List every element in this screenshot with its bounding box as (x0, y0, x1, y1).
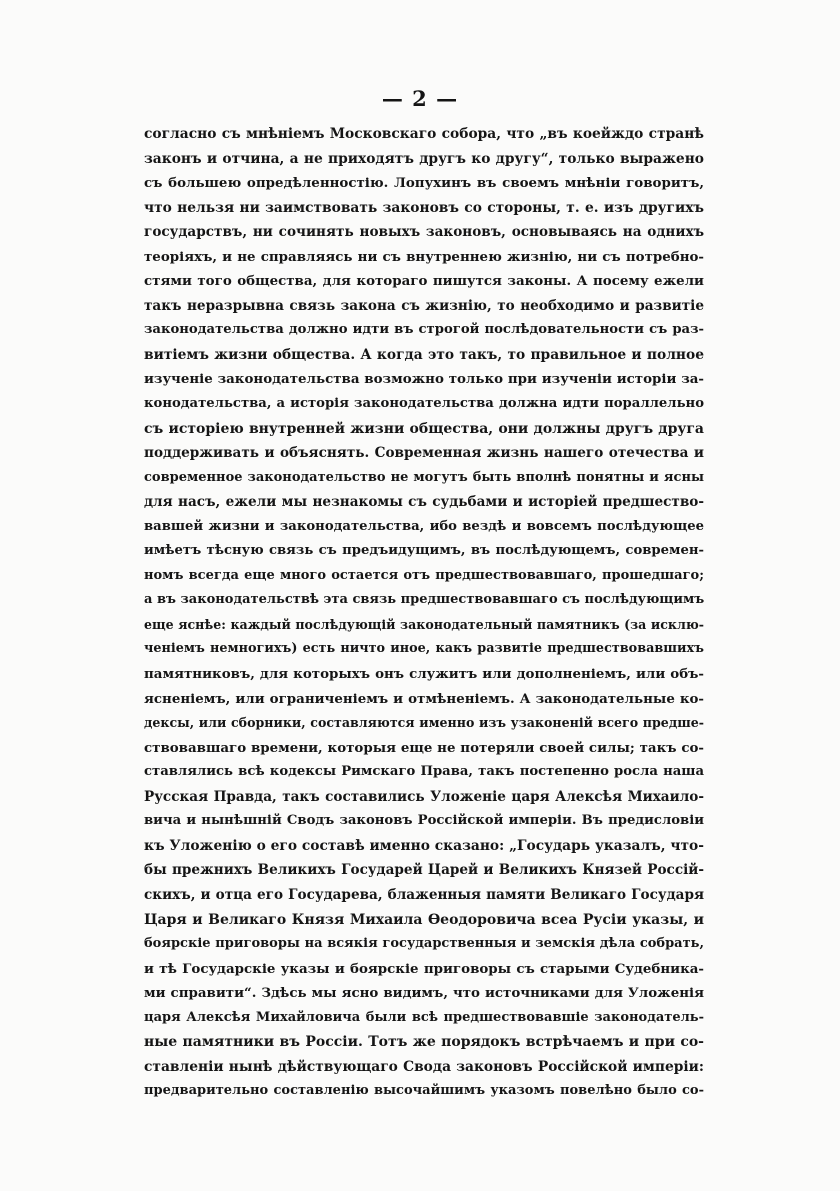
text-line: ченіемъ немногихъ) есть ничто иное, какъ развитіе предшествовавшихъ (144, 641, 704, 657)
body-text (144, 122, 704, 1104)
text-line: а въ законодательствѣ эта связь предшествовавшаго съ послѣдующимъ (144, 592, 704, 608)
text-line: изученіе законодательства возможно только при изученіи исторіи за- (144, 371, 704, 388)
text-line: современное законодательство не могутъ быть вполнѣ понятны и ясны (144, 469, 704, 485)
text-line: конодательства, а исторія законодательства должна идти пораллельно (144, 396, 704, 412)
text-line: къ Уложенію о его составѣ именно сказано: „Государь указалъ, что- (144, 837, 704, 854)
text-line: что нельзя ни заимствовать законовъ со стороны, т. е. изъ другихъ (144, 199, 704, 216)
text-line: ясненіемъ, или ограниченіемъ и отмѣненіемъ. А законодательные ко- (144, 690, 704, 707)
text-line: поддерживать и объяснять. Современная жизнь нашего отечества и (144, 445, 704, 462)
text-line: стями того общества, для котораго пишутся законы. А посему ежели (144, 273, 704, 290)
text-line: имѣетъ тѣсную связь съ предъидущимъ, въ послѣдующемъ, современ- (144, 543, 704, 559)
text-line: съ исторіею внутренней жизни общества, они должны другъ друга (144, 420, 704, 437)
text-line: витіемъ жизни общества. А когда это такъ, то правильное и полное (144, 346, 704, 363)
text-line: ми справити“. Здѣсь мы ясно видимъ, что источниками для Уложенія (144, 985, 704, 1002)
text-line: боярскіе приговоры на всякія государственныя и земскія дѣла собрать, (144, 936, 704, 952)
text-line: законъ и отчина, а не приходятъ другъ ко другу“, только выражено (144, 150, 704, 167)
text-line: еще яснѣе: каждый послѣдующій законодательный памятникъ (за исклю- (144, 616, 704, 632)
text-line: ставленіи нынѣ дѣйствующаго Свода законовъ Россійской имперіи: (144, 1058, 704, 1075)
text-line: предварительно составленію высочайшимъ указомъ повелѣно было со- (144, 1083, 704, 1099)
text-line: Царя и Великаго Князя Михаила Ѳеодоровича всеа Русіи указы, и (144, 911, 704, 928)
text-line: съ большею опредѣленностію. Лопухинъ въ своемъ мнѣніи говоритъ, (144, 175, 704, 192)
text-line: бы прежнихъ Великихъ Государей Царей и Великихъ Князей Россій- (144, 862, 704, 879)
text-line: государствъ, ни сочинять новыхъ законовъ, основываясь на однихъ (144, 224, 704, 241)
text-line: вавшей жизни и законодательства, ибо вездѣ и вовсемъ послѣдующее (144, 518, 704, 534)
page-number: — 2 — (381, 86, 459, 111)
text-line: согласно съ мнѣніемъ Московскаго собора, что „въ коейждо странѣ (144, 126, 704, 142)
text-line: законодательства должно идти въ строгой послѣдовательности съ раз- (144, 322, 704, 338)
text-line: ствовавшаго времени, которыя еще не потеряли своей силы; такъ со- (144, 739, 704, 756)
text-line: дексы, или сборники, составляются именно изъ узаконеній всего предше- (144, 715, 704, 731)
text-line: для насъ, ежели мы незнакомы съ судьбами и исторіей предшество- (144, 494, 704, 511)
text-line: ные памятники въ Россіи. Тотъ же порядокъ встрѣчаемъ и при со- (144, 1034, 704, 1051)
text-line: теоріяхъ, и не справляясь ни съ внутреннею жизнію, ни съ потребно- (144, 248, 704, 265)
text-line: памятниковъ, для которыхъ онъ служитъ или дополненіемъ, или объ- (144, 666, 704, 683)
text-line: Русская Правда, такъ составились Уложеніе царя Алексѣя Михаило- (144, 788, 704, 805)
text-line: такъ неразрывна связь закона съ жизнію, то необходимо и развитіе (144, 297, 704, 314)
text-line: скихъ, и отца его Государева, блаженныя памяти Великаго Государя (144, 886, 704, 903)
text-line: царя Алексѣя Михайловича были всѣ предшествовавшіе законодатель- (144, 1009, 704, 1025)
text-line: ставлялись всѣ кодексы Римскаго Права, такъ постепенно росла наша (144, 764, 704, 780)
text-line: и тѣ Государскіе указы и боярскіе приговоры съ старыми Судебника- (144, 960, 704, 977)
text-line: номъ всегда еще много остается отъ предшествовавшаго, прошедшаго; (144, 567, 704, 583)
text-line: вича и нынѣшній Сводъ законовъ Россійской имперіи. Въ предисловіи (144, 813, 704, 829)
